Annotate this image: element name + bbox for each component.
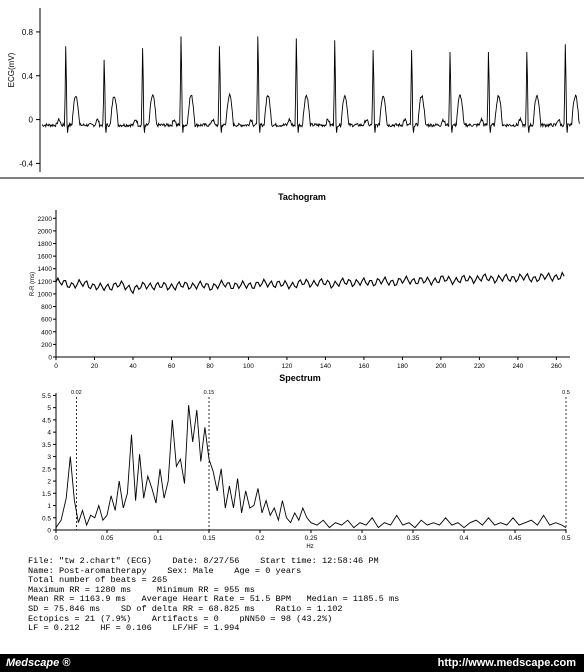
tachogram-series-line xyxy=(56,273,564,294)
spectrum-x-tick-label: 0.2 xyxy=(255,535,265,542)
spectrum-x-tick-label: 0.25 xyxy=(304,535,318,542)
summary-line: Ectopics = 21 (7.9%) Artifacts = 0 pNN50 = 98 (43.2%) xyxy=(28,613,333,624)
spectrum-title: Spectrum xyxy=(279,373,321,383)
summary-line: Name: Post-aromatherapy Sex: Male Age = 0 years xyxy=(28,565,302,576)
spectrum-x-tick-label: 0.05 xyxy=(100,535,114,542)
spectrum-y-tick-label: 0.5 xyxy=(41,515,51,523)
spectrum-band-marker-label: 0.15 xyxy=(203,390,215,396)
tachogram-y-tick-label: 200 xyxy=(41,341,52,349)
ecg-y-tick-label: 0.8 xyxy=(21,27,33,37)
tachogram-x-tick-label: 140 xyxy=(320,363,331,370)
spectrum-y-tick-label: 4 xyxy=(47,429,51,437)
tachogram-x-tick-label: 20 xyxy=(90,363,99,370)
tachogram-y-tick-label: 1400 xyxy=(37,266,52,274)
spectrum-x-tick-label: 0.3 xyxy=(357,535,367,542)
tachogram-y-axis-label: R-R (ms) xyxy=(30,271,36,297)
footer-bar xyxy=(0,654,584,672)
spectrum-y-tick-label: 3.5 xyxy=(41,441,51,449)
ecg-y-tick-label: -0.4 xyxy=(19,159,33,169)
spectrum-band-marker-label: 0.5 xyxy=(562,390,570,396)
spectrum-y-tick-label: 0 xyxy=(47,527,51,535)
tachogram-panel xyxy=(30,192,570,370)
ecg-y-axis-label: ECG(mV) xyxy=(7,52,16,88)
tachogram-x-tick-label: 100 xyxy=(243,363,254,370)
ecg-y-tick-label: 0 xyxy=(28,115,33,125)
tachogram-title: Tachogram xyxy=(278,192,326,202)
summary-line: SD = 75.846 ms SD of delta RR = 68.825 ms Ratio = 1.102 xyxy=(28,603,343,614)
summary-line: Total number of beats = 265 xyxy=(28,575,168,586)
spectrum-y-tick-label: 2 xyxy=(47,478,51,486)
tachogram-y-tick-label: 2000 xyxy=(37,228,52,236)
spectrum-x-tick-label: 0.5 xyxy=(561,535,571,542)
spectrum-x-tick-label: 0 xyxy=(54,535,58,542)
spectrum-y-tick-label: 1 xyxy=(47,503,51,511)
tachogram-y-tick-label: 1000 xyxy=(37,291,52,299)
tachogram-x-tick-label: 120 xyxy=(281,363,293,370)
tachogram-y-tick-label: 2200 xyxy=(37,215,52,223)
spectrum-panel xyxy=(42,373,571,550)
ecg-trace xyxy=(42,36,579,132)
summary-line: Maximum RR = 1280 ms Minimum RR = 955 ms xyxy=(28,584,255,595)
tachogram-x-tick-label: 160 xyxy=(358,363,370,370)
tachogram-y-tick-label: 1600 xyxy=(37,253,52,261)
medscape-logo-text: Medscape ® xyxy=(6,657,71,669)
analysis-summary xyxy=(28,557,548,634)
tachogram-y-tick-label: 400 xyxy=(41,329,52,337)
summary-line: Mean RR = 1163.9 ms Average Heart Rate = 51.5 BPM Median = 1185.5 ms xyxy=(28,594,400,605)
tachogram-x-tick-label: 0 xyxy=(54,363,58,370)
tachogram-x-tick-label: 220 xyxy=(473,363,485,370)
tachogram-x-tick-label: 180 xyxy=(396,363,408,370)
tachogram-y-tick-label: 600 xyxy=(41,316,52,324)
spectrum-y-tick-label: 5 xyxy=(47,405,51,413)
tachogram-y-tick-label: 1200 xyxy=(37,278,52,286)
ecg-panel xyxy=(0,8,584,178)
spectrum-band-marker-label: 0.02 xyxy=(71,390,82,396)
tachogram-x-tick-label: 60 xyxy=(167,363,176,370)
tachogram-y-tick-label: 1800 xyxy=(37,241,52,249)
ecg-y-tick-label: 0.4 xyxy=(21,71,33,81)
tachogram-x-tick-label: 200 xyxy=(435,363,447,370)
spectrum-x-tick-label: 0.1 xyxy=(153,535,163,542)
spectrum-x-tick-label: 0.4 xyxy=(459,535,469,542)
spectrum-series-line xyxy=(56,405,566,527)
site-url: http://www.medscape.com xyxy=(437,657,576,669)
tachogram-x-tick-label: 40 xyxy=(129,363,137,370)
spectrum-y-tick-label: 3 xyxy=(47,454,51,462)
spectrum-y-tick-label: 2.5 xyxy=(41,466,51,474)
spectrum-x-tick-label: 0.15 xyxy=(202,535,216,542)
spectrum-y-tick-label: 1.5 xyxy=(41,490,51,498)
tachogram-x-tick-label: 80 xyxy=(206,363,214,370)
tachogram-x-tick-label: 260 xyxy=(550,363,562,370)
spectrum-y-tick-label: 5.5 xyxy=(41,392,51,400)
summary-line: LF = 0.212 HF = 0.106 LF/HF = 1.994 xyxy=(28,623,240,634)
spectrum-x-tick-label: 0.35 xyxy=(406,535,420,542)
tachogram-y-tick-label: 800 xyxy=(41,304,52,312)
summary-line: File: "tw 2.chart" (ECG) Date: 8/27/56 Start time: 12:58:46 PM xyxy=(28,556,379,566)
spectrum-y-tick-label: 4.5 xyxy=(41,417,51,425)
tachogram-x-tick-label: 240 xyxy=(512,363,524,370)
spectrum-x-axis-label: Hz xyxy=(306,544,314,550)
tachogram-y-tick-label: 0 xyxy=(48,354,52,362)
spectrum-x-tick-label: 0.45 xyxy=(508,535,522,542)
